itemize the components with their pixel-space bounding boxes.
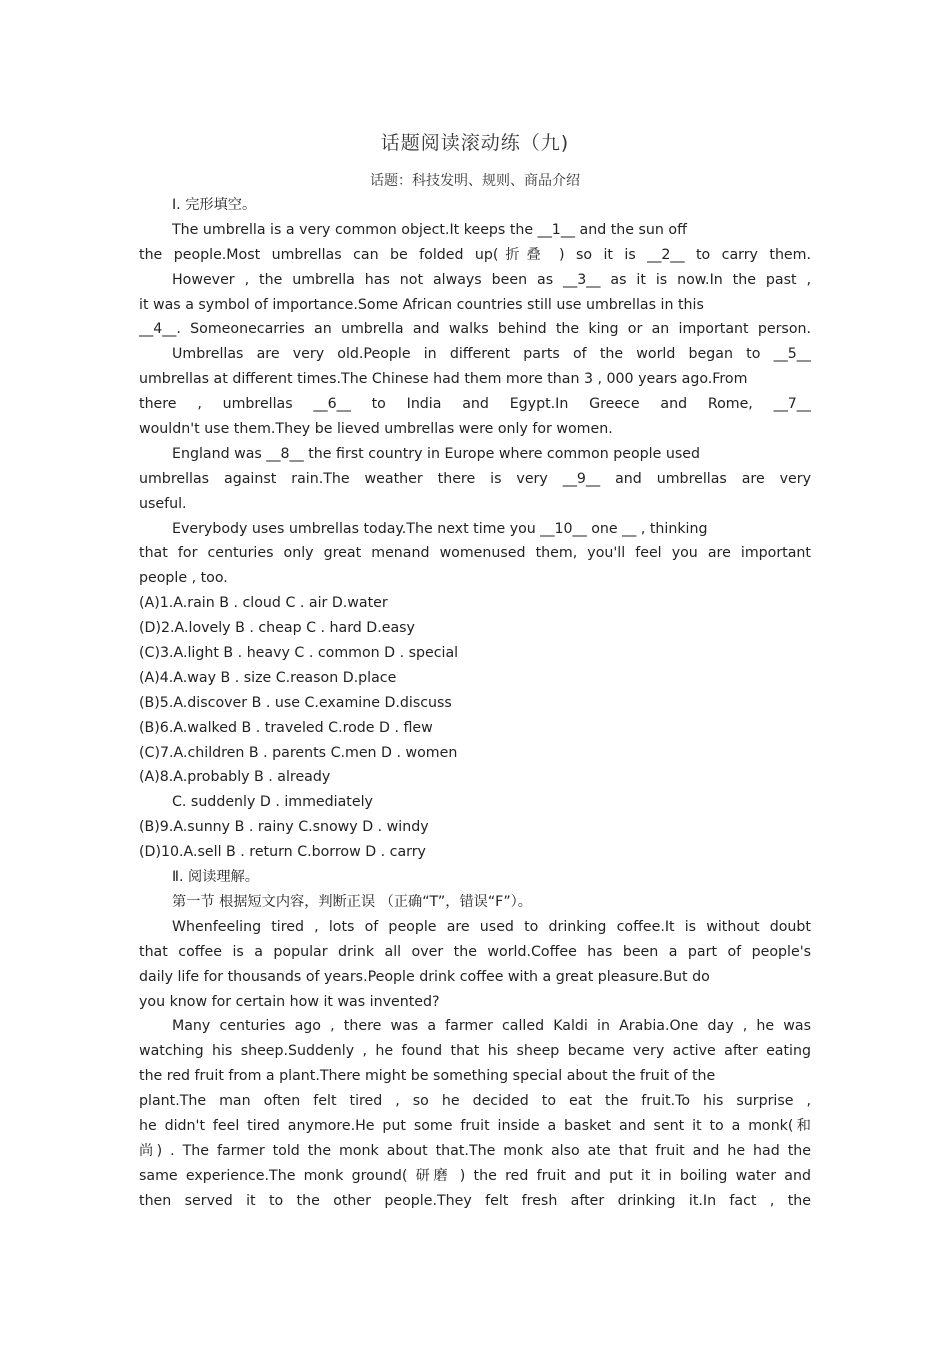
text-line: C. suddenly D . immediately (172, 794, 373, 811)
text-line: watching his sheep.Suddenly , he found that his sheep became very active after eating (139, 1043, 811, 1060)
text-line: (C)7.A.children B . parents C.men D . women (139, 744, 458, 761)
text-line: (D)2.A.lovely B . cheap C . hard D.easy (139, 620, 415, 637)
text-line: the red fruit from a plant.There might be something special about the fruit of the (139, 1068, 716, 1085)
text-line: the people.Most umbrellas can be folded up(折叠 ) so it is __2__ to carry them. (139, 246, 811, 263)
text-line: useful. (139, 495, 187, 512)
text-line: (B)9.A.sunny B . rainy C.snowy D . windy (139, 819, 429, 836)
text-line: Ⅱ. 阅读理解。 (172, 869, 259, 886)
text-line: that for centuries only great menand womenused them, you'll feel you are important (139, 545, 811, 562)
text-line: (C)3.A.light B . heavy C . common D . special (139, 645, 459, 662)
text-line: that coffee is a popular drink all over the world.Coffee has been a part of people's (139, 943, 811, 960)
text-line: plant.The man often felt tired , so he decided to eat the fruit.To his surprise , (139, 1093, 811, 1110)
text-line: 第一节 根据短文内容，判断正误 （正确“T”，错误“F”）。 (172, 893, 532, 910)
text-line: (A)4.A.way B . size C.reason D.place (139, 669, 397, 686)
text-line: Whenfeeling tired , lots of people are used to drinking coffee.It is without doubt (172, 918, 811, 935)
text-line: it was a symbol of importance.Some African countries still use umbrellas in this (139, 296, 704, 313)
text-line: (A)1.A.rain B . cloud C . air D.water (139, 595, 388, 612)
text-line: (A)8.A.probably B . already (139, 769, 331, 786)
document-body (139, 193, 811, 1214)
text-line: there , umbrellas __6__ to India and Egypt.In Greece and Rome, __7__ (139, 396, 811, 413)
text-line: Umbrellas are very old.People in different parts of the world began to __5__ (172, 346, 811, 363)
text-line: (B)6.A.walked B . traveled C.rode D . flew (139, 719, 433, 736)
text-line: (B)5.A.discover B . use C.examine D.discuss (139, 694, 452, 711)
text-line: wouldn't use them.They be lieved umbrellas were only for women. (139, 421, 613, 438)
text-line: England was __8__ the first country in Europe where common people used (172, 445, 700, 462)
text-line: umbrellas at different times.The Chinese had them more than 3 , 000 years ago.From (139, 371, 748, 388)
text-line: same experience.The monk ground( 研磨 ) the red fruit and put it in boiling water and (139, 1167, 811, 1184)
text-line: However , the umbrella has not always been as __3__ as it is now.In the past , (172, 271, 811, 288)
text-line: Everybody uses umbrellas today.The next time you __10__ one __ , thinking (172, 520, 708, 537)
text-line: __4__. Someonecarries an umbrella and walks behind the king or an important person. (139, 321, 811, 338)
text-line: umbrellas against rain.The weather there is very __9__ and umbrellas are very (139, 470, 811, 487)
text-line: Ⅰ. 完形填空。 (172, 197, 257, 213)
text-line: you know for certain how it was invented? (139, 993, 440, 1010)
page-subtitle: 话题：科技发明、规则、商品介绍 (370, 173, 580, 189)
text-line: then served it to the other people.They felt fresh after drinking it.In fact , the (139, 1192, 811, 1209)
text-line: (D)10.A.sell B . return C.borrow D . carry (139, 844, 426, 861)
page-title: 话题阅读滚动练（九) (380, 132, 570, 154)
text-line: people , too. (139, 570, 228, 587)
text-line: The umbrella is a very common object.It keeps the __1__ and the sun off (172, 221, 687, 238)
text-line: he didn't feel tired anymore.He put some fruit inside a basket and sent it to a monk(和 (139, 1117, 811, 1134)
text-line: Many centuries ago , there was a farmer called Kaldi in Arabia.One day , he was (172, 1018, 811, 1035)
text-line: daily life for thousands of years.People drink coffee with a great pleasure.But do (139, 968, 710, 985)
text-line: 尚) . The farmer told the monk about that.The monk also ate that fruit and he had the (139, 1142, 811, 1159)
